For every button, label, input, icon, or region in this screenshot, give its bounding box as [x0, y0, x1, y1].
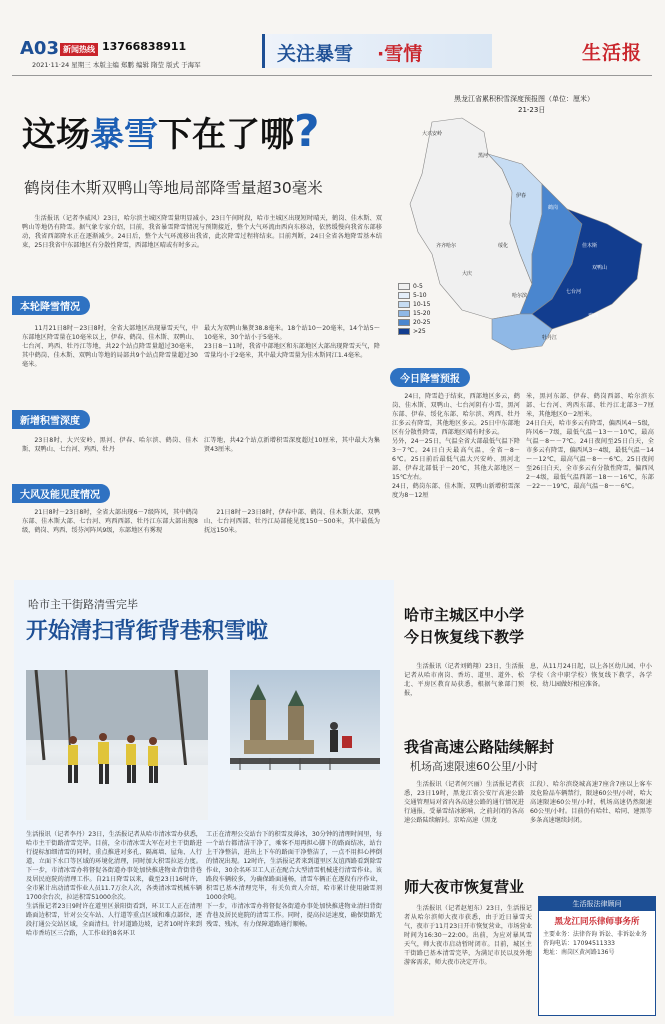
map-city-label: 齐齐哈尔 [436, 243, 457, 249]
ad-address: 地址：南岗区黄河路136号 [543, 949, 615, 956]
legend-swatch [398, 283, 410, 290]
masthead: 生活报 [582, 42, 643, 64]
section-snowfall-col1: 11月21日8时－23日8时，全省大部地区出现暴雪天气，中东部地区降雪量在10毫米以上，伊春、鹤岗、佳木斯、双鸭山、七台河、鸡西、牡丹江等地，共22个站点降雪量超过30毫米，其中鹤岗、佳木斯、双鸭山等地的局部共9个站点降雪量超过30毫米。 [22, 325, 198, 368]
headline-question: ? [294, 106, 320, 157]
ad-phone: 咨询电话：17094511333 [543, 940, 615, 947]
legend-swatch [398, 310, 410, 317]
story3-title-line1: 哈市主城区中小学 [404, 606, 525, 624]
map-city-label: 哈尔滨 [512, 293, 528, 299]
map-date: 21-23日 [518, 106, 546, 114]
story4-col1: 生活报讯（记者何兴丽）生活报记者获悉，23日19时，黑龙江省公安厅高速公路交通管理局对省内各高速公路的通行情况进行通报，受暴雪结冰影响，之前封闭的各高速公路陆续解封。京哈高速（黑龙 [404, 781, 524, 824]
story5-title: 师大夜市恢复营业 [404, 878, 525, 896]
section-tag-snowfall: 本轮降雪情况 [12, 296, 90, 315]
headline-part-b: 暴雪 [90, 115, 158, 155]
map-city-label: 鸡西 [588, 313, 599, 319]
lead-headline [22, 106, 320, 157]
ad-firm-name: 黑龙江同乐律师事务所 [554, 917, 640, 927]
section-tag-forecast: 今日降雪预报 [390, 368, 470, 387]
map-city-label: 七台河 [566, 289, 582, 295]
section-forecast-col2: 米，黑河东部、伊春、鹤岗西部、哈尔滨东部、七台河、鸡西东部、牡丹江北部3－7厘米，其他地区0－2厘米。 24日白天，哈市多云有降雪，偏西风4－5级，阵风6－7级，最低气温－13～－10℃，最高气温－8～－7℃。24日夜间至25日白天，全市多云有降雪，偏西风3－4级，最低气温－14～－12℃，最高气温－8～－6℃。25日夜间至26日白天，全市多云有分散性降雪，偏西风2－4级，最低气温西部－18～－16℃，东部－22～－19℃，最高气温－8～－6℃。 [526, 393, 654, 490]
legend-row: 10-15 [398, 300, 430, 309]
story3-title-line2: 今日恢复线下教学 [404, 628, 525, 646]
story2-col2: 工正在清理公交站台下的积雪及薄冰，30分钟的清理时间里，每一个站台都清洁干净了，乘客不用再担心脚下的路面结冰，站台上干净整洁，进出上下车的路面干净整洁了，一点不用担心摔倒的情况出现。12时许，生活报记者来到道里区友谊西路看到除雪作业，30余名环卫工人正在配合大型清雪机械进行清雪作业。该路段车辆较多，为确保路面通畅，清雪车辆正在逐段有序作业，积雪已基本清理完毕，有关负责人介绍，哈市累计使用融雪剂1000余吨。 下一步，市清冰雪办将督促各街道办事处加快推进物业清扫背街背巷及居民庭院的清雪工作。同时，提高拉运速度，确保街路无残雪、残冰，有力保障道路通行顺畅。 [206, 831, 382, 928]
legend-row: 0-5 [398, 282, 430, 291]
law-firm-ad [538, 896, 656, 1016]
map-city-label: 鹤岗 [548, 205, 559, 211]
topic-banner [262, 34, 492, 68]
headline-part-a: 这场 [22, 115, 90, 155]
map-title: 黑龙江省累积积雪深度预报图（单位：厘米） [454, 95, 594, 103]
section-wind-col2: 21日8时－23日8时，伊春中部、鹤岗、佳木斯大部、双鸭山、七台河西部、牡丹江局部能见度150－500米，其中最低为抚远150米。 [204, 509, 380, 534]
hotline-number: 13766838911 [102, 40, 187, 53]
legend-swatch [398, 319, 410, 326]
photo-cathedral-snow [230, 670, 380, 820]
legend-row: 15-20 [398, 309, 430, 318]
section-forecast-col1: 24日，降雪趋于结束，西部地区多云，鹤岗、佳木斯、双鸭山、七台河阴有小雪，黑河东部、伊春、绥化东部、哈尔滨、鸡西、牡丹江多云有降雪，其他地区多云。25日中东部地区有分散性降雪，西部地区晴有时多云。 另外，24－25日，气温全省大部最低气温下降3－7℃。24日白天最高气温，全省－8－6℃。25日前后最低气温大兴安岭、黑河北部、伊春北部低于－20℃，其他大部地区－15℃左右。 24日，鹤岗东部、佳木斯、双鸭山新增积雪深度为8－12厘 [392, 393, 520, 499]
ad-kicker: 生活报法律顾问 [539, 897, 655, 911]
section-tag-wind: 大风及能见度情况 [12, 484, 110, 503]
photo-illustration [26, 670, 208, 820]
section-snowfall-col2: 最大为双鸭山集贤38.8毫米。18个站10～20毫米，14个站5～10毫米，30个站小于5毫米。 23日8－11时，我省中部地区和东部地区大部出现降雪天气，降雪量均小于2毫米，其中最大降雪量为佳木斯同江1.4毫米。 [204, 325, 380, 359]
headline-part-c: 下在了哪 [158, 115, 294, 155]
map-city-label: 大兴安岭 [422, 131, 443, 137]
section-snowdepth-col1: 23日8时，大兴安岭、黑河、伊春、哈尔滨、鹤岗、佳木斯、双鸭山、七台河、鸡西、牡丹 [22, 437, 198, 453]
page-code: A03 [20, 38, 59, 59]
legend-swatch [398, 301, 410, 308]
story4-title: 我省高速公路陆续解封 [404, 738, 555, 756]
section-wind-col1: 21日8时－23日8时，全省大部出现6－7级阵风，其中鹤岗东部、佳木斯大部、七台河、鸡西西部、牡丹江东部大部出现8级，鹤岗、鸡西、绥芬河阵风9级，东部地区有雾现 [22, 509, 198, 534]
banner-suffix: ·雪情 [377, 43, 423, 65]
story4-col2: 江段）、哈尔滨绕城高速7座含7座以上客车及危险品车辆禁行，限速60公里/小时，哈大高速限速60公里/小时，机场高速仍然限速60公里/小时。目前仍有哈牡、哈同、建黑等多条高速继续封闭。 [530, 781, 652, 824]
map-city-label: 佳木斯 [582, 243, 598, 249]
section-tag-snowdepth: 新增积雪深度 [12, 410, 90, 429]
photo-street-sweepers [26, 670, 208, 820]
story3-col2: 息，从11月24日起，以上各区幼儿园、中小学校（含中职学校）恢复线下教学，各学校、幼儿园做好相应准备。 [530, 663, 652, 688]
map-legend [398, 282, 430, 336]
legend-swatch [398, 328, 410, 335]
section-snowdepth-col2: 江等地，共42个站点新增积雪深度超过10厘米，其中最大为集贤43厘米。 [204, 437, 380, 453]
story4-subtitle: 机场高速限速60公里/小时 [410, 760, 538, 773]
header-rule [12, 75, 652, 76]
map-city-label: 绥化 [498, 243, 509, 249]
map-city-label: 伊春 [516, 193, 527, 199]
page-header [12, 30, 652, 78]
map-city-label: 双鸭山 [592, 265, 608, 271]
legend-row: 5-10 [398, 291, 430, 300]
lead-body: 生活报讯（记者李威风）23日，哈尔滨主城区降雪量明显减小，23日午间时段，哈市主城区出现短时晴天，鹤岗、佳木斯、双鸭山等地仍有降雪。据气象专家介绍，目前，我省暴雪降雪情况与预期接近，整个大气环流由西向东移动，依然缓慢向我省东部移动，我省西部降水正在逐渐减少。24日后，整个大气环流移出我省，此次降雪过程将结束。目前判断，24日全省各地降雪基本结束，25日我省中东部地区有分散性降雪，西部地区晴或有时多云。 [22, 215, 382, 249]
banner-prefix: 关注暴雪 [277, 43, 354, 65]
snow-depth-map [392, 92, 654, 354]
map-city-label: 黑河 [478, 153, 489, 159]
lead-subtitle: 鹤岗佳木斯双鸭山等地局部降雪量超30毫米 [24, 179, 323, 197]
legend-row: >25 [398, 327, 430, 336]
photo-illustration [230, 670, 380, 820]
story3-col1: 生活报讯（记者刘鹤翔）23日，生活报记者从哈市南岗、香坊、道里、道外、松北、平房区教育局获悉，根据气象部门预报， [404, 663, 524, 697]
hotline-badge: 新闻热线 [60, 43, 98, 56]
legend-row: 20-25 [398, 318, 430, 327]
story2-title: 开始清扫背街背巷积雪啦 [26, 618, 269, 644]
legend-swatch [398, 292, 410, 299]
story5-body: 生活报讯（记者赵旭东）23日，生活报记者从哈尔滨师大夜市获悉，由于近日暴雪天气，夜市于11月23日开市恢复营业，市场营业时间为16:30－22:00。出前，为应对暴风雪天气，师大夜市启动暂时闭市。目前，城区主干街路已基本清雪完毕，为满足市民以及外地游客需求，师大夜市决定开市。 [404, 905, 532, 966]
province-shape [392, 114, 654, 354]
story2-col1: 生活报讯（记者李丹）23日，生活报记者从哈市清冰雪办获悉，哈市主干街路清雪完毕。目前，全市清冰雪大军在对主干街路进行提标加细清雪的同时，重点推进对多孔、隔离墙、屋角、人行道、立面下水口等区域的环境化清理，同时加大积雪拉运力度。下一步，市清冰雪办将督促各街道办事处加快推进物业背街背巷及居民庭院的清理工作。自21日降雪以来，截至23日16时许，全市累计出动清雪作业人员11.7万余人次，各类清冰雪机械车辆1700余台次，拉运积雪51000余次。 生活报记者23日9时许在道里区景阳街看到，环卫工人正在清理路面边积雪，针对公交车站、人行道等重点区域和难点部位，逐段打通公交站区域，全面清扫。针对道路边坡，记者10时许来到哈市香坊区三合路，人工作业的8名环卫 [26, 831, 202, 937]
date-line: 2021·11·24 星期三 本版主编 郑鹏 编辑 隋莹 版式 于海军 [32, 61, 201, 69]
story2-kicker: 哈市主干街路清雪完毕 [28, 598, 138, 611]
ad-service: 主要业务：法律咨询 诉讼、非诉讼业务 [543, 931, 647, 938]
map-city-label: 牡丹江 [542, 335, 558, 341]
map-city-label: 大庆 [462, 271, 473, 277]
